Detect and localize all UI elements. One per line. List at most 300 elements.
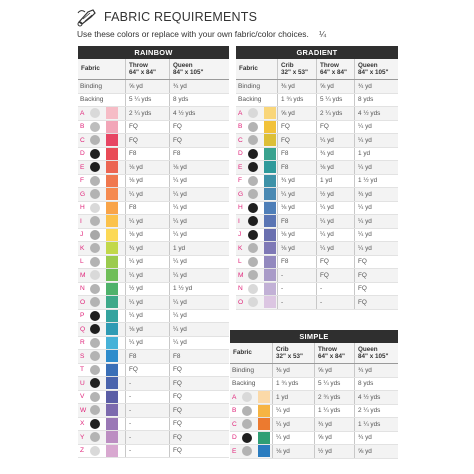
- amount-cell: 2 ¾ yds: [314, 391, 354, 404]
- fabric-color-swatch: [106, 404, 118, 416]
- amount-cell: FQ: [125, 364, 169, 377]
- fabric-letter: W: [80, 406, 87, 414]
- fabric-cell: [78, 175, 125, 188]
- page-header: [76, 6, 257, 28]
- amount-cell: FQ: [316, 121, 354, 134]
- fabric-dot-swatch: [90, 230, 100, 240]
- table-row: [78, 323, 229, 337]
- fabric-dot-swatch: [90, 365, 100, 375]
- amount-cell: 1 ¾ yds: [272, 378, 314, 391]
- fabric-cell: [78, 161, 125, 174]
- amount-cell: ¼ yd: [125, 296, 169, 309]
- header-fabric: Fabric: [239, 65, 258, 73]
- amount-cell: -: [125, 445, 169, 458]
- fabric-color-swatch: [264, 229, 276, 241]
- table-row: [78, 337, 229, 351]
- fabric-color-swatch: [106, 310, 118, 322]
- fabric-color-swatch: [264, 107, 276, 119]
- fabric-color-swatch: [264, 296, 276, 308]
- fabric-dot-swatch: [90, 135, 100, 145]
- amount-cell: 1 ½ yd: [354, 175, 398, 188]
- amount-cell: F8: [277, 148, 316, 161]
- header-crib-size: 32" x 53": [281, 69, 308, 76]
- fabric-letter: C: [80, 136, 85, 144]
- amount-cell: 1 yd: [316, 175, 354, 188]
- fabric-letter: H: [80, 204, 85, 212]
- amount-cell: ¼ yd: [316, 202, 354, 215]
- fabric-letter: P: [80, 312, 85, 320]
- fabric-letter: A: [232, 393, 237, 401]
- header-crib-size: 32" x 53": [276, 353, 303, 360]
- row-label: Binding: [80, 82, 102, 90]
- fabric-letter: M: [238, 271, 244, 279]
- table-row: [236, 242, 398, 256]
- amount-cell: F8: [125, 148, 169, 161]
- fabric-color-swatch: [106, 215, 118, 227]
- fabric-letter: E: [238, 163, 243, 171]
- gradient-table-body: [236, 80, 398, 310]
- table-row: [78, 80, 229, 94]
- simple-table-body: [230, 364, 398, 459]
- fabric-cell: [230, 432, 272, 445]
- fabric-color-swatch: [106, 283, 118, 295]
- fabric-color-swatch: [106, 269, 118, 281]
- fabric-letter: I: [238, 217, 240, 225]
- fabric-dot-swatch: [90, 446, 100, 456]
- amount-cell: ½ yd: [316, 188, 354, 201]
- amount-cell: ¼ yd: [316, 229, 354, 242]
- fabric-cell: [78, 188, 125, 201]
- header-queen-size: 84" x 105": [173, 69, 204, 76]
- amount-cell: ¼ yd: [169, 296, 229, 309]
- amount-cell: ¼ yd: [354, 229, 398, 242]
- fabric-color-swatch: [264, 188, 276, 200]
- fabric-dot-swatch: [90, 284, 100, 294]
- amount-cell: ¼ yd: [169, 256, 229, 269]
- table-row: [230, 364, 398, 378]
- fabric-dot-swatch: [90, 257, 100, 267]
- amount-cell: FQ: [125, 134, 169, 147]
- rainbow-table-body: [78, 80, 229, 458]
- fabric-color-swatch: [264, 134, 276, 146]
- fabric-letter: D: [238, 150, 243, 158]
- fabric-cell: [78, 215, 125, 228]
- fabric-cell: [78, 134, 125, 147]
- fabric-dot-swatch: [90, 338, 100, 348]
- table-row: [236, 229, 398, 243]
- amount-cell: FQ: [354, 283, 398, 296]
- fabric-letter: Q: [80, 325, 86, 333]
- fabric-color-swatch: [264, 148, 276, 160]
- amount-cell: ½ yd: [314, 445, 354, 458]
- fabric-color-swatch: [106, 445, 118, 457]
- amount-cell: ⅝ yd: [316, 80, 354, 93]
- amount-cell: ¼ yd: [125, 337, 169, 350]
- table-row: [230, 445, 398, 459]
- amount-cell: FQ: [316, 256, 354, 269]
- fabric-color-swatch: [106, 107, 118, 119]
- fabric-dot-swatch: [242, 419, 252, 429]
- fabric-cell: [78, 269, 125, 282]
- fabric-letter: F: [80, 177, 85, 185]
- amount-cell: 8 yds: [354, 94, 398, 107]
- amount-cell: ¼ yd: [125, 215, 169, 228]
- fabric-letter: H: [238, 204, 243, 212]
- subtitle-text: Use these colors or replace with your own fabric/color choices.: [77, 29, 309, 39]
- amount-cell: FQ: [354, 296, 398, 309]
- fabric-color-swatch: [106, 431, 118, 443]
- fabric-dot-swatch: [90, 122, 100, 132]
- header-throw: [125, 59, 169, 79]
- fabric-cell: [236, 80, 277, 93]
- page-subtitle: [77, 29, 326, 39]
- amount-cell: 4 ½ yds: [169, 107, 229, 120]
- amount-cell: 2 ¼ yds: [316, 107, 354, 120]
- table-row: [78, 161, 229, 175]
- amount-cell: FQ: [169, 134, 229, 147]
- amount-cell: ¼ yd: [169, 229, 229, 242]
- fabric-dot-swatch: [90, 392, 100, 402]
- fabric-cell: [78, 431, 125, 444]
- fabric-cell: [78, 445, 125, 458]
- fabric-color-swatch: [106, 377, 118, 389]
- fabric-cell: [78, 337, 125, 350]
- table-row: [78, 256, 229, 270]
- fabric-cell: [78, 121, 125, 134]
- fabric-color-swatch: [106, 134, 118, 146]
- amount-cell: ⅛ yd: [125, 161, 169, 174]
- table-row: [78, 310, 229, 324]
- amount-cell: 1 yd: [272, 391, 314, 404]
- fabric-cell: [236, 161, 277, 174]
- page-title: FABRIC REQUIREMENTS: [104, 10, 258, 24]
- amount-cell: ¼ yd: [272, 405, 314, 418]
- table-row: [236, 202, 398, 216]
- amount-cell: ¾ yd: [277, 175, 316, 188]
- fabric-dot-swatch: [248, 230, 258, 240]
- fabric-letter: U: [80, 379, 85, 387]
- amount-cell: ¾ yd: [354, 80, 398, 93]
- amount-cell: ⅛ yd: [277, 202, 316, 215]
- fabric-cell: [78, 80, 125, 93]
- amount-cell: ¼ yd: [125, 310, 169, 323]
- table-row: [236, 283, 398, 297]
- fabric-color-swatch: [264, 202, 276, 214]
- fabric-cell: [236, 202, 277, 215]
- amount-cell: ⅝ yd: [314, 364, 354, 377]
- fabric-color-swatch: [264, 121, 276, 133]
- fabric-letter: E: [232, 447, 237, 455]
- fabric-color-swatch: [106, 323, 118, 335]
- amount-cell: -: [125, 431, 169, 444]
- amount-cell: FQ: [277, 121, 316, 134]
- row-label: Binding: [232, 366, 254, 374]
- fabric-cell: [78, 404, 125, 417]
- fabric-dot-swatch: [248, 203, 258, 213]
- header-throw-name: Throw: [129, 61, 148, 69]
- header-throw: [314, 343, 354, 363]
- fabric-letter: I: [80, 217, 82, 225]
- fabric-dot-swatch: [248, 189, 258, 199]
- amount-cell: ¼ yd: [169, 175, 229, 188]
- table-row: [230, 405, 398, 419]
- amount-cell: ¾ yd: [316, 148, 354, 161]
- fabric-letter: X: [80, 420, 85, 428]
- amount-cell: ¼ yd: [169, 323, 229, 336]
- fabric-cell: [236, 121, 277, 134]
- table-row: [236, 296, 398, 310]
- amount-cell: ¼ yd: [169, 188, 229, 201]
- table-row: [236, 121, 398, 135]
- fabric-color-swatch: [106, 350, 118, 362]
- fabric-cell: [236, 107, 277, 120]
- fabric-color-swatch: [264, 242, 276, 254]
- fabric-dot-swatch: [248, 216, 258, 226]
- table-row: [78, 296, 229, 310]
- fabric-cell: [78, 229, 125, 242]
- fabric-cell: [230, 405, 272, 418]
- header-throw-size: 64" x 84": [129, 69, 156, 76]
- amount-cell: 1 ¾ yds: [277, 94, 316, 107]
- fabric-color-swatch: [264, 269, 276, 281]
- fabric-dot-swatch: [90, 243, 100, 253]
- amount-cell: ¾ yd: [354, 364, 398, 377]
- amount-cell: ½ yd: [125, 283, 169, 296]
- amount-cell: ¼ yd: [354, 215, 398, 228]
- scissors-fabric-icon: [76, 7, 98, 27]
- fabric-dot-swatch: [248, 149, 258, 159]
- table-row: [236, 269, 398, 283]
- amount-cell: F8: [277, 161, 316, 174]
- fabric-cell: [78, 256, 125, 269]
- amount-cell: ¼ yd: [125, 256, 169, 269]
- fabric-dot-swatch: [90, 189, 100, 199]
- fabric-letter: K: [238, 244, 243, 252]
- fabric-letter: L: [80, 258, 84, 266]
- table-row: [78, 121, 229, 135]
- fabric-dot-swatch: [90, 311, 100, 321]
- amount-cell: 5 ¼ yds: [314, 378, 354, 391]
- amount-cell: F8: [169, 148, 229, 161]
- fabric-letter: G: [238, 190, 244, 198]
- header-queen-name: Queen: [358, 345, 378, 353]
- amount-cell: FQ: [169, 418, 229, 431]
- amount-cell: ¼ yd: [272, 418, 314, 431]
- fabric-letter: D: [232, 434, 237, 442]
- simple-table: [230, 330, 398, 459]
- row-label: Backing: [80, 96, 104, 104]
- amount-cell: ⅛ yd: [277, 229, 316, 242]
- fabric-letter: D: [80, 150, 85, 158]
- table-row: [236, 80, 398, 94]
- table-row: [78, 350, 229, 364]
- header-queen: [169, 59, 229, 79]
- table-row: [78, 377, 229, 391]
- amount-cell: F8: [169, 350, 229, 363]
- amount-cell: ¾ yd: [354, 432, 398, 445]
- amount-cell: ¼ yd: [354, 121, 398, 134]
- fabric-color-swatch: [258, 432, 270, 444]
- amount-cell: ¼ yd: [125, 188, 169, 201]
- amount-cell: ¾ yd: [125, 242, 169, 255]
- fabric-dot-swatch: [248, 135, 258, 145]
- fabric-cell: [78, 418, 125, 431]
- amount-cell: ¼ yd: [277, 188, 316, 201]
- table-row: [78, 242, 229, 256]
- table-row: [230, 432, 398, 446]
- table-row: [78, 445, 229, 459]
- row-label: Backing: [232, 380, 256, 388]
- fabric-cell: [236, 296, 277, 309]
- table-row: [230, 418, 398, 432]
- amount-cell: ¼ yd: [354, 161, 398, 174]
- fabric-cell: [230, 378, 272, 391]
- amount-cell: ⅝ yd: [354, 445, 398, 458]
- amount-cell: ⅜ yd: [272, 364, 314, 377]
- fabric-color-swatch: [106, 256, 118, 268]
- amount-cell: 5 ¼ yds: [316, 94, 354, 107]
- fabric-cell: [236, 94, 277, 107]
- table-row: [236, 148, 398, 162]
- amount-cell: -: [277, 283, 316, 296]
- amount-cell: 1 yd: [354, 148, 398, 161]
- fabric-dot-swatch: [242, 446, 252, 456]
- table-row: [78, 283, 229, 297]
- fabric-color-swatch: [106, 242, 118, 254]
- header-queen: [354, 343, 398, 363]
- fabric-color-swatch: [106, 202, 118, 214]
- amount-cell: 1 yd: [169, 242, 229, 255]
- amount-cell: ¼ yd: [316, 215, 354, 228]
- amount-cell: ¼ yd: [354, 202, 398, 215]
- fabric-color-swatch: [106, 391, 118, 403]
- amount-cell: FQ: [354, 269, 398, 282]
- amount-cell: ¼ yd: [316, 134, 354, 147]
- fabric-color-swatch: [106, 418, 118, 430]
- header-queen-size: 84" x 105": [358, 353, 389, 360]
- fabric-cell: [78, 391, 125, 404]
- fabric-color-swatch: [264, 256, 276, 268]
- header-throw: [316, 59, 354, 79]
- table-row: [230, 391, 398, 405]
- fabric-color-swatch: [264, 215, 276, 227]
- fabric-dot-swatch: [90, 351, 100, 361]
- amount-cell: 1 ¼ yds: [314, 405, 354, 418]
- amount-cell: ⅝ yd: [277, 107, 316, 120]
- amount-cell: FQ: [169, 431, 229, 444]
- fabric-letter: A: [80, 109, 85, 117]
- table-row: [78, 94, 229, 108]
- fabric-cell: [78, 364, 125, 377]
- amount-cell: 2 ¼ yds: [125, 107, 169, 120]
- fabric-cell: [78, 323, 125, 336]
- header-queen: [354, 59, 398, 79]
- amount-cell: FQ: [169, 445, 229, 458]
- fabric-color-swatch: [258, 405, 270, 417]
- amount-cell: 2 ¼ yds: [354, 405, 398, 418]
- table-row: [78, 229, 229, 243]
- note-mark: ¼: [319, 29, 327, 39]
- amount-cell: -: [277, 269, 316, 282]
- amount-cell: -: [316, 296, 354, 309]
- fabric-letter: S: [80, 352, 85, 360]
- header-crib: [272, 343, 314, 363]
- fabric-cell: [78, 283, 125, 296]
- fabric-dot-swatch: [90, 270, 100, 280]
- simple-table-title: SIMPLE: [230, 330, 398, 343]
- header-queen-name: Queen: [358, 61, 378, 69]
- amount-cell: ⅛ yd: [272, 445, 314, 458]
- amount-cell: 4 ½ yds: [354, 107, 398, 120]
- fabric-dot-swatch: [90, 162, 100, 172]
- fabric-color-swatch: [106, 161, 118, 173]
- fabric-color-swatch: [106, 296, 118, 308]
- amount-cell: ¼ yd: [125, 269, 169, 282]
- header-throw-name: Throw: [318, 345, 337, 353]
- table-row: [236, 94, 398, 108]
- amount-cell: 8 yds: [354, 378, 398, 391]
- fabric-cell: [78, 148, 125, 161]
- amount-cell: ¼ yd: [354, 134, 398, 147]
- amount-cell: ⅝ yd: [314, 432, 354, 445]
- fabric-color-swatch: [258, 391, 270, 403]
- amount-cell: ¼ yd: [169, 337, 229, 350]
- amount-cell: ¼ yd: [354, 242, 398, 255]
- fabric-letter: T: [80, 366, 85, 374]
- header-queen-size: 84" x 105": [358, 69, 389, 76]
- amount-cell: -: [125, 418, 169, 431]
- fabric-dot-swatch: [90, 324, 100, 334]
- fabric-letter: J: [80, 231, 84, 239]
- amount-cell: FQ: [169, 364, 229, 377]
- amount-cell: 5 ¼ yds: [125, 94, 169, 107]
- table-row: [78, 391, 229, 405]
- fabric-color-swatch: [264, 283, 276, 295]
- amount-cell: -: [125, 391, 169, 404]
- fabric-cell: [78, 202, 125, 215]
- amount-cell: ¼ yd: [169, 202, 229, 215]
- fabric-dot-swatch: [248, 108, 258, 118]
- amount-cell: ¼ yd: [169, 215, 229, 228]
- amount-cell: FQ: [169, 404, 229, 417]
- header-throw-size: 64" x 84": [318, 353, 345, 360]
- fabric-dot-swatch: [248, 243, 258, 253]
- fabric-letter: G: [80, 190, 86, 198]
- amount-cell: ¾ yd: [169, 80, 229, 93]
- amount-cell: ⅛ yd: [169, 161, 229, 174]
- fabric-letter: F: [238, 177, 243, 185]
- fabric-letter: N: [238, 285, 243, 293]
- header-queen-name: Queen: [173, 61, 193, 69]
- amount-cell: ⅛ yd: [125, 175, 169, 188]
- fabric-letter: Z: [80, 447, 85, 455]
- fabric-letter: R: [80, 339, 85, 347]
- table-row: [78, 404, 229, 418]
- amount-cell: ⅝ yd: [125, 80, 169, 93]
- table-row: [78, 202, 229, 216]
- amount-cell: ¼ yd: [272, 432, 314, 445]
- amount-cell: -: [316, 283, 354, 296]
- fabric-cell: [78, 107, 125, 120]
- gradient-table: [236, 46, 398, 310]
- rainbow-table: [78, 46, 229, 458]
- amount-cell: ⅛ yd: [125, 229, 169, 242]
- fabric-cell: [236, 148, 277, 161]
- fabric-dot-swatch: [248, 257, 258, 267]
- amount-cell: FQ: [169, 121, 229, 134]
- fabric-dot-swatch: [248, 162, 258, 172]
- fabric-color-swatch: [264, 175, 276, 187]
